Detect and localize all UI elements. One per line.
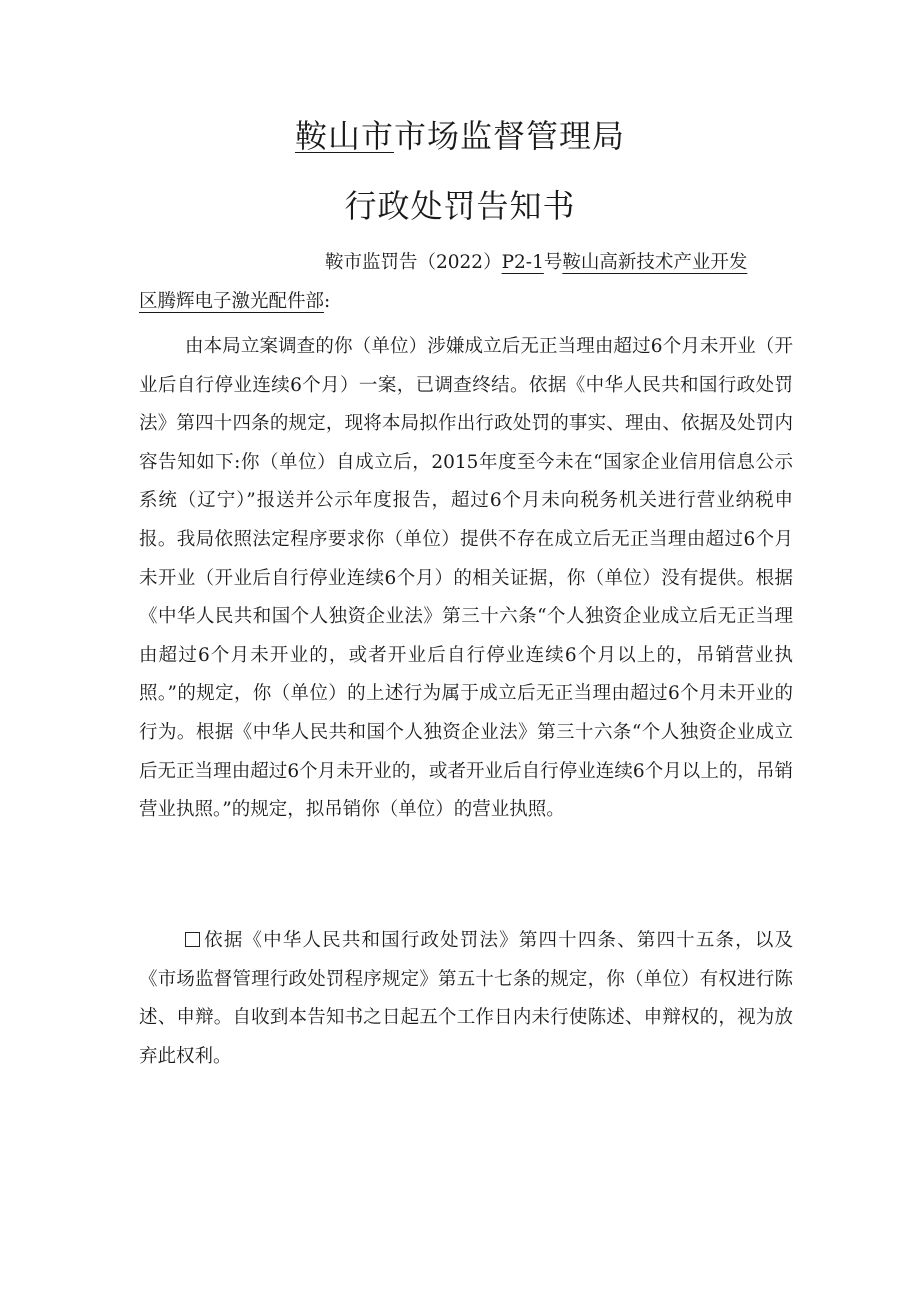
reference-prefix: 鞍市监罚告（2022） <box>325 252 502 273</box>
agency-city-underlined: 鞍山市 <box>294 117 394 155</box>
notice-paragraph-rights <box>139 922 793 1076</box>
document-type-title: 行政处罚告知书 <box>344 187 576 225</box>
reference-number: P2-1 <box>501 252 544 273</box>
reference-suffix: 号 <box>543 252 563 273</box>
recipient-line <box>139 283 793 322</box>
reference-and-recipient <box>139 244 793 321</box>
checkbox-icon <box>185 932 200 947</box>
recipient-name-part1: 鞍山高新技术产业开发 <box>562 252 748 273</box>
recipient-colon: : <box>324 290 331 312</box>
recipient-name-part2: 区腾辉电子激光配件部 <box>139 290 325 312</box>
rights-text: 依据《中华人民共和国行政处罚法》第四十四条、第四十五条，以及《市场监督管理行政处罚程序规定》第五十七条的规定，你（单位）有权进行陈述、申辩。自收到本告知书之日起五个工作日内未行使陈述、申辩权的，视为放弃此权利。 <box>139 930 793 1067</box>
notice-paragraph-facts: 由本局立案调查的你（单位）涉嫌成立后无正当理由超过6个月未开业（开业后自行停业连续6个月）一案，已调查终结。依据《中华人民共和国行政处罚法》第四十四条的规定，现将本局拟作出行政处罚的事实、理由、依据及处罚内容告知如下:你（单位）自成立后，2015年度至今未在“国家企业信用信息公示系统（辽宁）”报送并公示年度报告，超过6个月未向税务机关进行营业纳税申报。我局依照法定程序要求你（单位）提供不存在成立后无正当理由超过6个月未开业（开业后自行停业连续6个月）的相关证据，你（单位）没有提供。根据《中华人民共和国个人独资企业法》第三十六条“个人独资企业成立后无正当理由超过6个月未开业的，或者开业后自行停业连续6个月以上的，吊销营业执照。”的规定，你（单位）的上述行为属于成立后无正当理由超过6个月未开业的行为。根据《中华人民共和国个人独资企业法》第三十六条“个人独资企业成立后无正当理由超过6个月未开业的，或者开业后自行停业连续6个月以上的，吊销营业执照。”的规定，拟吊销你（单位）的营业执照。 <box>139 336 793 821</box>
agency-title <box>0 116 920 156</box>
reference-line <box>139 244 793 283</box>
agency-name-rest: 市场监督管理局 <box>394 117 626 155</box>
